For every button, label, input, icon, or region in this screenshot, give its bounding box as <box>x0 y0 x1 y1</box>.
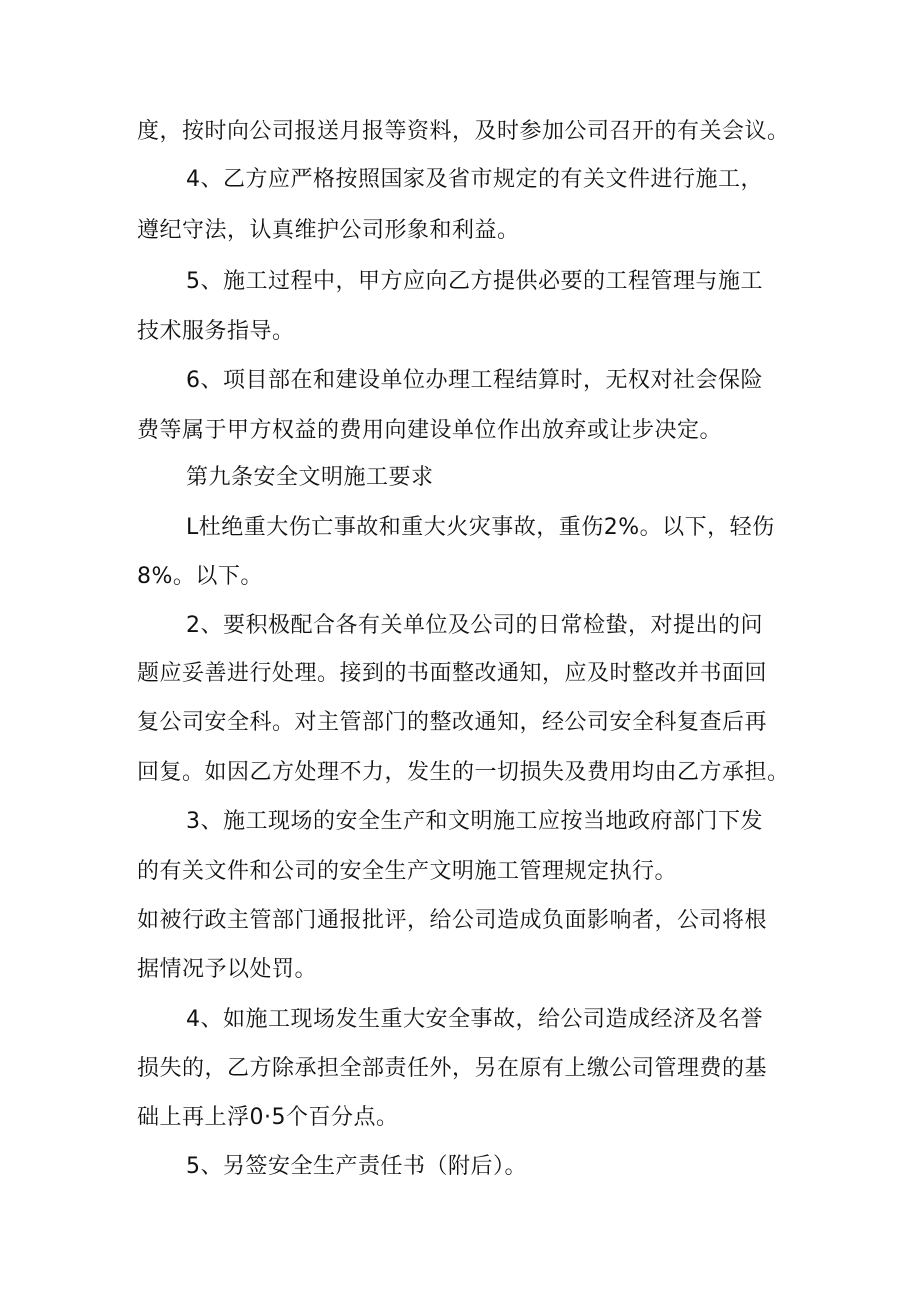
text-line-10: 8%。以下。 <box>137 564 263 589</box>
text-line-22: 5、另签安全生产责任书（附后）。 <box>186 1154 527 1179</box>
text-line-4: 5、施工过程中，甲方应向乙方提供必要的工程管理与施工 <box>186 269 763 294</box>
text-line-18: 据情况予以处罚。 <box>137 957 318 982</box>
text-line-13: 复公司安全科。对主管部门的整改通知，经公司安全科复查后再 <box>137 710 768 735</box>
text-line-20: 损失的，乙方除承担全部责任外，另在原有上缴公司管理费的基 <box>137 1056 768 1081</box>
text-line-11: 2、要积极配合各有关单位及公司的日常检蛰，对提出的问 <box>186 613 763 638</box>
text-line-16: 的有关文件和公司的安全生产文明施工管理规定执行。 <box>137 859 678 884</box>
text-line-1: 度，按时向公司报送月报等资料，及时参加公司召开的有关会议。 <box>137 119 790 144</box>
text-line-12: 题应妥善进行处理。接到的书面整改通知，应及时整改并书面回 <box>137 661 768 686</box>
text-line-14: 回复。如因乙方处理不力，发生的一切损失及费用均由乙方承担。 <box>137 760 790 785</box>
text-line-15: 3、施工现场的安全生产和文明施工应按当地政府部门下发 <box>186 809 763 834</box>
text-line-3: 遵纪守法，认真维护公司形象和利益。 <box>137 218 520 243</box>
text-line-2: 4、乙方应严格按照国家及省市规定的有关文件进行施工， <box>186 167 763 192</box>
text-line-19: 4、如施工现场发生重大安全事故，给公司造成经济及名誉 <box>186 1007 763 1032</box>
text-line-9: L杜绝重大伤亡事故和重大火灾事故，重伤2%。以下，轻伤 <box>186 515 775 540</box>
text-line-5: 技术服务指导。 <box>137 319 295 344</box>
text-line-7: 费等属于甲方权益的费用向建设单位作出放弃或让步决定。 <box>137 418 723 443</box>
text-line-6: 6、项目部在和建设单位办理工程结算时，无权对社会保险 <box>186 368 763 393</box>
section-heading: 第九条安全文明施工要求 <box>186 465 434 490</box>
text-line-17: 如被行政主管部门通报批评，给公司造成负面影响者，公司将根 <box>137 908 768 933</box>
text-line-21: 础上再上浮0·5个百分点。 <box>137 1105 399 1130</box>
